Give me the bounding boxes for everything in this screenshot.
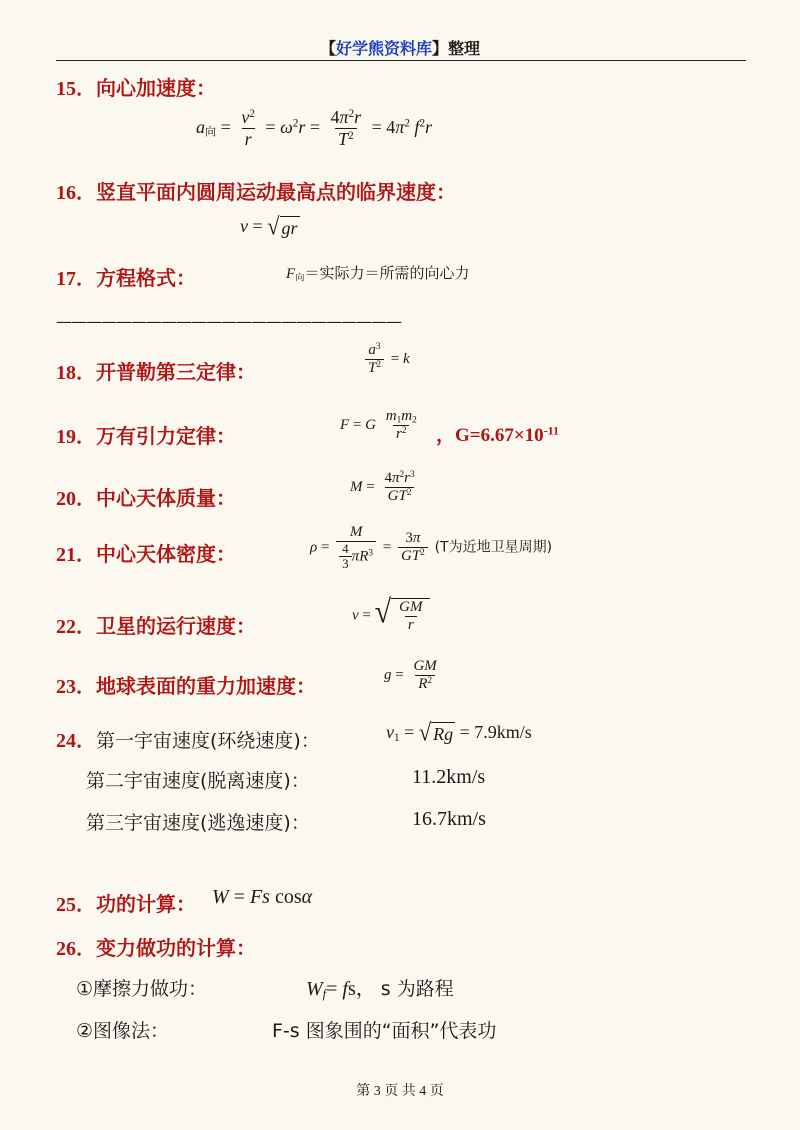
item-21-heading xyxy=(56,538,236,567)
item-17-number: 17． xyxy=(56,268,96,290)
item-19-number: 19． xyxy=(56,426,96,448)
item-18-heading xyxy=(56,356,256,385)
item-17-subscript: 向 xyxy=(295,272,305,284)
item-24-second-label: 第二宇宙速度(脱离速度)： xyxy=(86,770,310,792)
item-25-heading xyxy=(56,888,196,917)
item-18-number: 18． xyxy=(56,362,96,384)
item-17-heading xyxy=(56,262,196,291)
item-19-heading xyxy=(56,420,236,449)
item-21-number: 21． xyxy=(56,544,96,566)
item-25-number: 25． xyxy=(56,894,96,916)
item-15-formula: $a_向$ = $\frac{v^2}{r}$ = $\omega^2r$ = $\frac{4\pi^2r}{T^2}$ = $4\pi^2$ $f^2r$ xyxy=(196,107,433,149)
item-22-heading xyxy=(56,610,256,639)
item-25-title: 功的计算： xyxy=(96,892,196,916)
item-15-title: 向心加速度： xyxy=(96,76,216,100)
item-20-heading xyxy=(56,482,236,511)
item-16-formula: v = √ gr xyxy=(240,212,298,241)
page-footer: 第 3 页 共 4 页 xyxy=(356,1084,444,1099)
header-brand: 好学熊资料库 xyxy=(335,39,432,58)
item-22-formula: v = √ $\frac{GM}{r}$ xyxy=(352,598,430,634)
item-23-number: 23． xyxy=(56,676,96,698)
header-rule xyxy=(56,60,746,61)
item-24-first-formula: $v_1$ = √ Rg = 7.9km/s xyxy=(386,718,532,747)
item-20-title: 中心天体质量： xyxy=(96,486,236,510)
section-divider: ——————————————————————— xyxy=(56,312,401,331)
item-26-method2-value: F-s 图象围的“面积”代表功 xyxy=(272,1020,497,1042)
item-15-subscript: 向 xyxy=(205,126,217,139)
item-20-formula: M = $\frac{4\pi^2r^3}{GT^2}$ xyxy=(350,469,415,504)
item-21-formula: ρ = M $\frac{4}{3}$ $\pi R^3$ = $\frac{3\pi}{GT^2}$ (T为近地卫星周期) xyxy=(310,524,553,571)
page-header xyxy=(0,36,800,59)
item-19-constant: ，$G=6.67\times 10^{-11}$ xyxy=(436,423,560,446)
item-23-formula: g = $\frac{GM}{R^2}$ xyxy=(384,658,437,692)
item-18-formula: $\frac{a^3}{T^2}$ = k xyxy=(362,342,410,377)
item-17-formula: $F_向=$实际力＝所需的向心力 xyxy=(286,264,470,284)
item-26-method1-value: s 为路程 xyxy=(380,978,454,1000)
item-24-number: 24． xyxy=(56,730,96,752)
item-16-number: 16． xyxy=(56,182,96,204)
item-23-heading xyxy=(56,670,316,699)
header-bracket-open: 【 xyxy=(319,39,336,58)
item-19-title: 万有引力定律： xyxy=(96,424,236,448)
item-26-method1-formula: $W_f=$ fs， s 为路程 xyxy=(306,978,454,1002)
item-26-method2-label: ②图像法： xyxy=(76,1020,170,1042)
item-15-heading xyxy=(56,72,216,101)
item-22-title: 卫星的运行速度： xyxy=(96,614,256,638)
item-26-method1-label: ①摩擦力做功： xyxy=(76,978,208,1000)
header-bracket-close: 】 xyxy=(432,39,449,58)
header-suffix: 整理 xyxy=(448,39,481,58)
item-24-first-value: = 7.9km/s xyxy=(459,722,532,742)
item-26-number: 26． xyxy=(56,938,96,960)
item-24-third-value: 16.7km/s xyxy=(412,808,486,830)
item-15-number: 15． xyxy=(56,78,96,100)
item-20-number: 20． xyxy=(56,488,96,510)
item-24-third-label: 第三宇宙速度(逃逸速度)： xyxy=(86,812,310,834)
item-16-title: 竖直平面内圆周运动最高点的临界速度： xyxy=(96,180,456,204)
item-25-formula: W = Fs cosα xyxy=(212,886,313,908)
item-24-first-label: 第一宇宙速度(环绕速度)： xyxy=(96,730,320,752)
item-24-second-value: 11.2km/s xyxy=(412,766,486,788)
item-21-note: (T为近地卫星周期) xyxy=(434,539,553,556)
item-17-title: 方程格式： xyxy=(96,266,196,290)
item-19-formula: F = G $\frac{m_1m_2}{r^2}$ xyxy=(340,408,417,442)
item-18-title: 开普勒第三定律： xyxy=(96,360,256,384)
item-24-heading xyxy=(56,724,320,753)
item-17-rhs: ＝实际力＝所需的向心力 xyxy=(304,264,470,282)
item-22-number: 22． xyxy=(56,616,96,638)
item-21-title: 中心天体密度： xyxy=(96,542,236,566)
item-23-title: 地球表面的重力加速度： xyxy=(96,674,316,698)
item-16-heading xyxy=(56,176,456,205)
item-26-heading xyxy=(56,932,256,961)
item-26-title: 变力做功的计算： xyxy=(96,936,256,960)
